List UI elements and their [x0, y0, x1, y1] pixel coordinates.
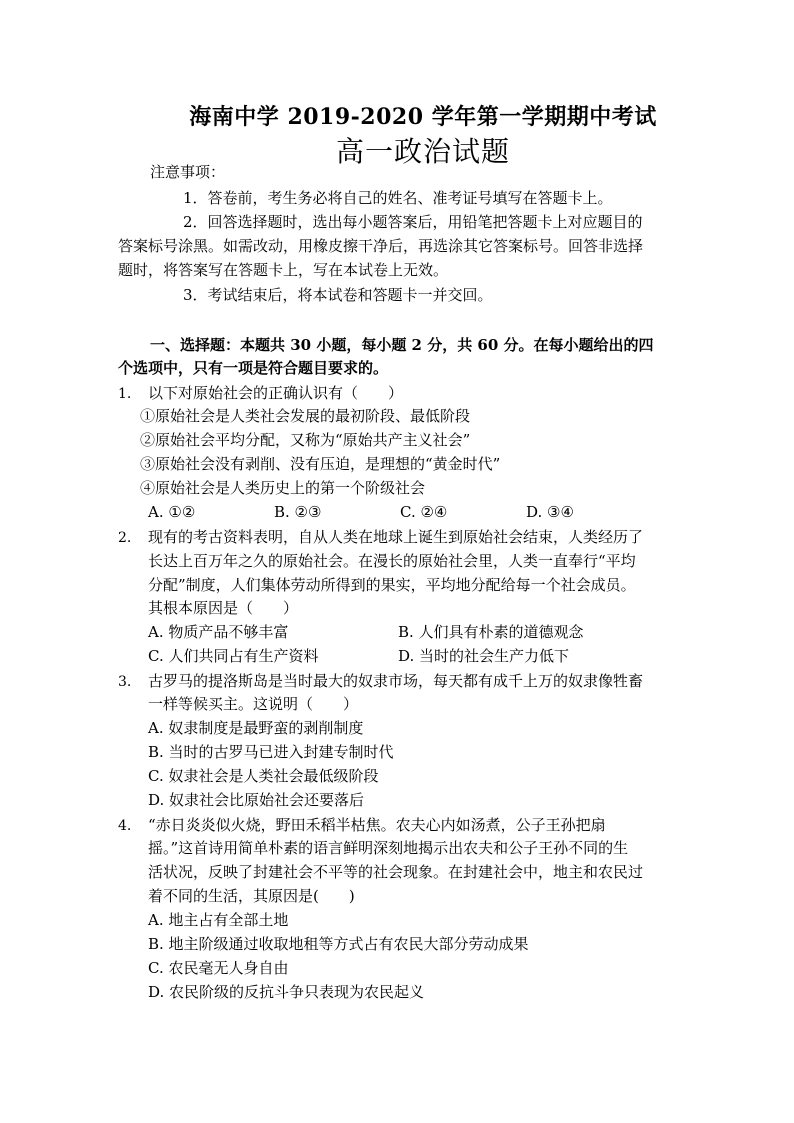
- question-statement: ②原始社会平均分配，又称为“原始共产主义社会”: [140, 431, 471, 449]
- question-stem: 长达上百万年之久的原始社会。在漫长的原始社会里，人类一直奉行“平均: [148, 552, 636, 570]
- question-stem: 活状况，反映了封建社会不平等的社会现象。在封建社会中，地主和农民过: [148, 863, 644, 881]
- question-number: 2.: [118, 530, 132, 546]
- option-b: B. 当时的古罗马已进入封建专制时代: [148, 743, 394, 761]
- question-stem: 以下对原始社会的正确认识有（ ）: [148, 384, 404, 402]
- notice-heading: 注意事项：: [150, 163, 226, 181]
- question-stem: 一样等候买主。这说明（ ）: [148, 695, 359, 713]
- option-c: C. 农民毫无人身自由: [148, 959, 289, 977]
- notice-item-1: 1．答卷前，考生务必将自己的姓名、准考证号填写在答题卡上。: [183, 189, 613, 207]
- option-a: A. 奴隶制度是最野蛮的剥削制度: [148, 719, 364, 737]
- question-stem: 摇。”这首诗用简单朴素的语言鲜明深刻地揭示出农夫和公子王孙不同的生: [148, 839, 629, 857]
- option-a: A. 地主占有全部土地: [148, 911, 289, 929]
- option-c: C. 奴隶社会是人类社会最低级阶段: [148, 767, 379, 785]
- notice-item-2-line-3: 题时，将答案写在答题卡上，写在本试卷上无效。: [118, 261, 449, 279]
- question-statement: ③原始社会没有剥削、没有压迫，是理想的“黄金时代”: [140, 455, 501, 473]
- option-d: D. ③④: [526, 503, 574, 521]
- notice-item-3: 3．考试结束后，将本试卷和答题卡一并交回。: [183, 286, 493, 304]
- option-d: D. 当时的社会生产力低下: [398, 647, 570, 665]
- question-stem: 古罗马的提洛斯岛是当时最大的奴隶市场，每天都有成千上万的奴隶像牲畜: [148, 672, 644, 690]
- question-stem: 着不同的生活，其原因是( ): [148, 887, 355, 905]
- option-c: C. ②④: [400, 503, 448, 521]
- option-a: A. ①②: [148, 503, 196, 521]
- option-d: D. 奴隶社会比原始社会还要落后: [148, 791, 365, 809]
- option-d: D. 农民阶级的反抗斗争只表现为农民起义: [148, 983, 425, 1001]
- section-heading-line-1: 一、选择题：本题共 30 小题，每小题 2 分，共 60 分。在每小题给出的四: [150, 336, 654, 354]
- exam-subtitle: 高一政治试题: [335, 135, 510, 168]
- question-stem: 其根本原因是（ ）: [148, 599, 299, 617]
- notice-item-2-line-1: 2．回答选择题时，选出每小题答案后，用铅笔把答题卡上对应题目的: [183, 213, 643, 231]
- question-stem: 现有的考古资料表明，自从人类在地球上诞生到原始社会结束，人类经历了: [148, 528, 644, 546]
- option-b: B. 人们具有朴素的道德观念: [398, 623, 584, 641]
- question-number: 4.: [118, 818, 132, 834]
- question-stem: 分配”制度，人们集体劳动所得到的果实，平均地分配给每一个社会成员。: [148, 576, 636, 594]
- option-c: C. 人们共同占有生产资料: [148, 647, 319, 665]
- question-number: 1.: [118, 386, 132, 402]
- option-a: A. 物质产品不够丰富: [148, 623, 289, 641]
- exam-title: 海南中学 2019-2020 学年第一学期期中考试: [189, 104, 657, 130]
- question-stem: “赤日炎炎似火烧，野田禾稻半枯焦。农夫心内如汤煮，公子王孙把扇: [148, 816, 606, 834]
- question-statement: ①原始社会是人类社会发展的最初阶段、最低阶段: [140, 407, 471, 425]
- question-number: 3.: [118, 674, 132, 690]
- section-heading-line-2: 个选项中，只有一项是符合题目要求的。: [118, 359, 389, 377]
- option-b: B. 地主阶级通过收取地租等方式占有农民大部分劳动成果: [148, 935, 529, 953]
- option-b: B. ②③: [274, 503, 322, 521]
- question-statement: ④原始社会是人类历史上的第一个阶级社会: [140, 479, 426, 497]
- notice-item-2-line-2: 答案标号涂黑。如需改动，用橡皮擦干净后，再选涂其它答案标号。回答非选择: [118, 237, 644, 255]
